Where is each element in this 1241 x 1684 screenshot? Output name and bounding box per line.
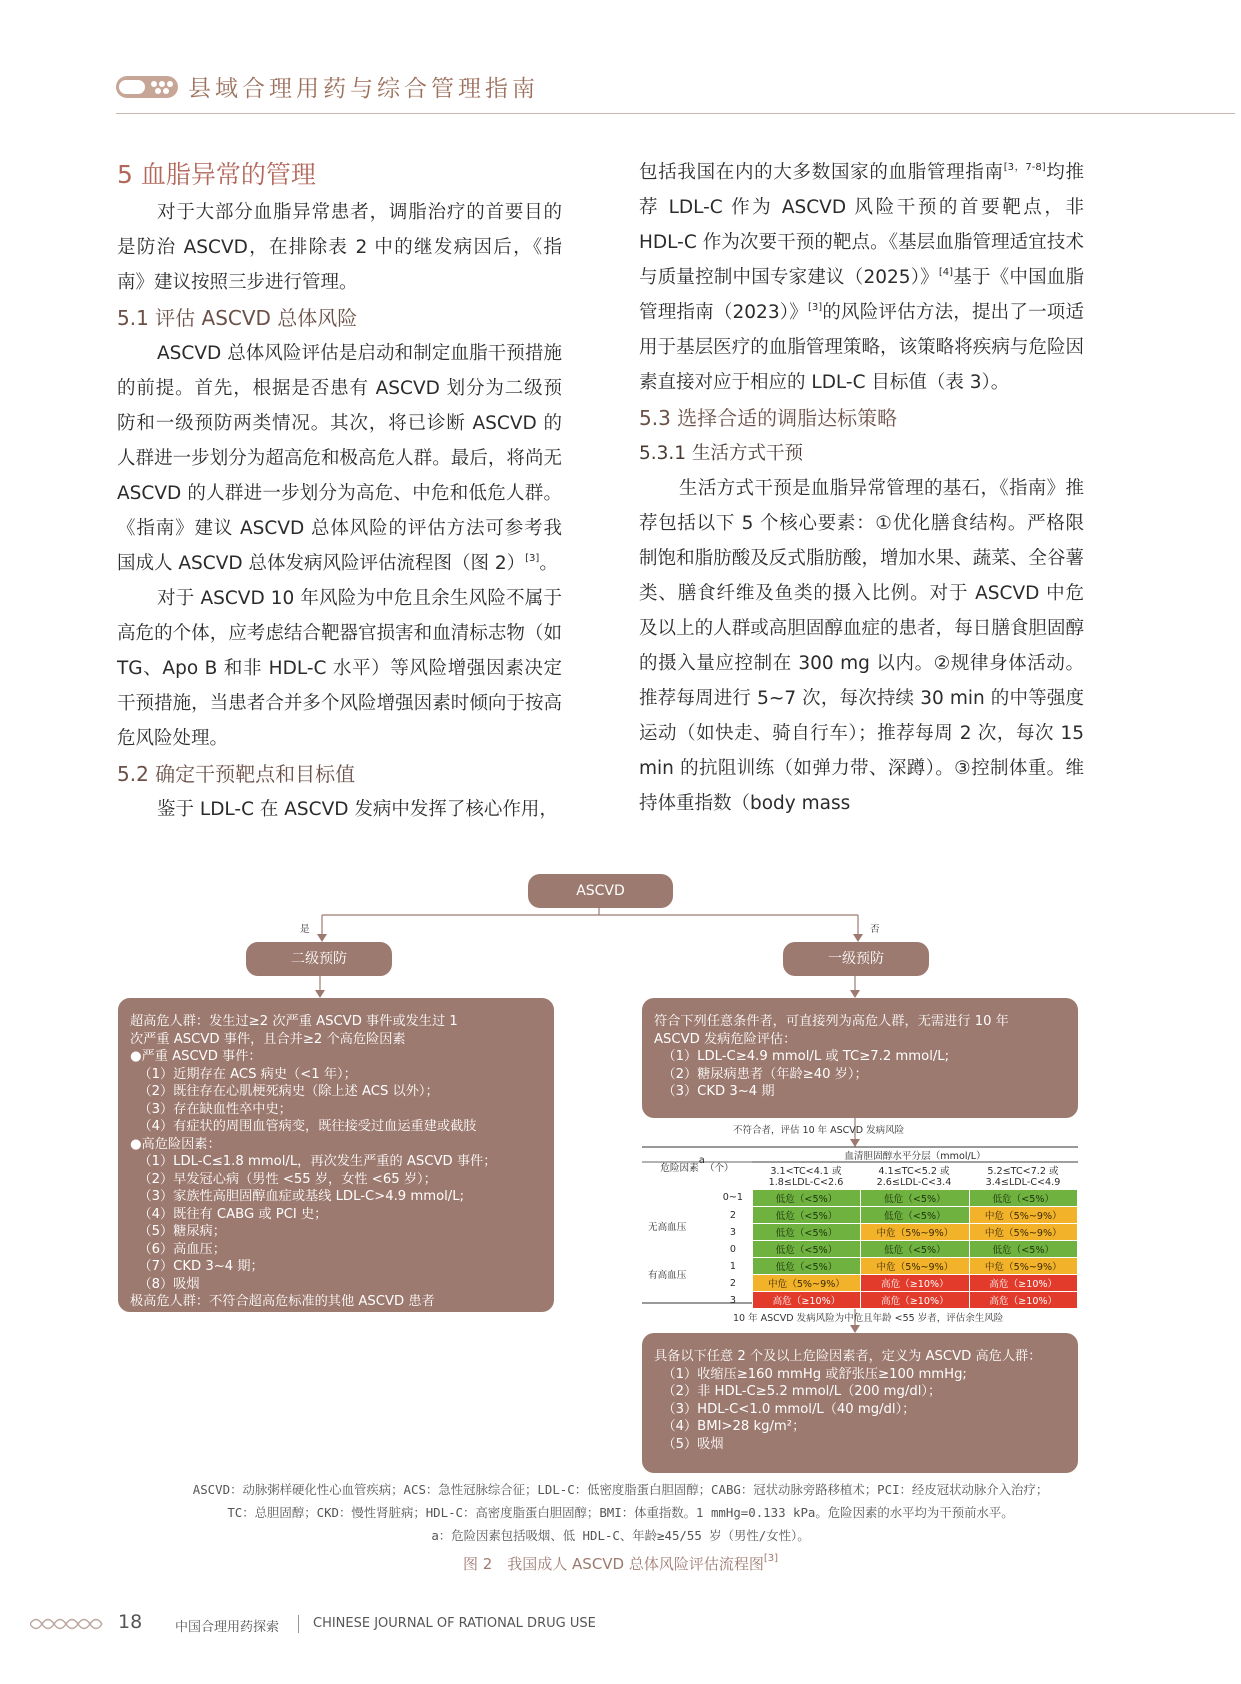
- table-group-no-hypertension: 无高血压: [648, 1222, 687, 1233]
- table-header-strata: 血清胆固醇水平分层（mmol/L）: [844, 1151, 986, 1162]
- risk-row: [714, 1292, 1078, 1309]
- subsection-5-3-1-title: 5.3.1 生活方式干预: [639, 443, 803, 464]
- risk-row: [714, 1224, 1078, 1241]
- risk-row: [714, 1275, 1078, 1292]
- running-header-title: 县域合理用药与综合管理指南: [188, 76, 539, 102]
- risk-row: [714, 1207, 1078, 1224]
- table-col1-header: 3.1<TC<4.1 或 1.8≤LDL-C<2.6: [768, 1166, 844, 1188]
- intro-paragraph: 对于大部分血脂异常患者，调脂治疗的首要目的是防治 ASCVD，在排除表 2 中的继发病因后，《指南》建议按照三步进行管理。: [117, 202, 562, 293]
- risk-cell: 低危（<5%）: [969, 1190, 1077, 1207]
- box-secondary-text: 超高危人群：发生过≥2 次严重 ASCVD 事件或发生过 1 次严重 ASCVD 事件，且合并≥2 个高危险因素 ●严重 ASCVD 事件： （1）近期存在 ACS 病史（<1 年）； （2）既往存在心肌梗死病史（除上述 ACS 以外）； （3）存在缺血性卒中史； （4）有症状的周围血管病变，既往接受过血运重建或截肢 ●高危险因素： （1）LDL-C≤1.8 mmol/L，再次发生严重的 ASCVD 事件； （2）早发冠心病（男性 <55 岁，女性 <65 岁）； （3）家族性高胆固醇血症或基线 LDL-C>4.9 mmol/L; （4）既往有 CABG 或 PCI 史； （5）糖尿病； （6）高血压； （7）CKD 3~4 期； （8）吸烟 极高危人群：不符合超高危标准的其他 ASCVD 患者: [130, 1014, 497, 1309]
- risk-cell: 高危（≥10%）: [861, 1275, 969, 1292]
- risk-cell: 低危（<5%）: [752, 1241, 860, 1258]
- paragraph-5-2: 鉴于 LDL-C 在 ASCVD 发病中发挥了核心作用，: [157, 799, 558, 820]
- table-col3-header: 5.2≤TC<7.2 或 3.4≤LDL-C<4.9: [985, 1166, 1061, 1188]
- caption-footnote-a: a：危险因素包括吸烟、低 HDL-C、年龄≥45/55 岁（男性/女性）。: [431, 1528, 810, 1543]
- risk-cell: 低危（<5%）: [861, 1241, 969, 1258]
- risk-cell: 中危（5%~9%）: [861, 1224, 969, 1241]
- risk-cell: 中危（5%~9%）: [861, 1258, 969, 1275]
- risk-row: [714, 1190, 1078, 1207]
- risk-cell: 低危（<5%）: [752, 1207, 860, 1224]
- table-group-hypertension: 有高血压: [648, 1270, 687, 1281]
- risk-grid: [714, 1189, 1078, 1309]
- flow-node-secondary-prevention: 二级预防: [246, 942, 392, 976]
- subsection-5-3-title: 5.3 选择合适的调脂达标策略: [639, 406, 898, 430]
- footer-wave-icon: [30, 1615, 104, 1633]
- risk-factor-count: 1: [714, 1258, 752, 1275]
- risk-cell: 高危（≥10%）: [969, 1275, 1077, 1292]
- risk-factor-count: 0~1: [714, 1190, 752, 1207]
- citation: [3]: [525, 553, 540, 564]
- section-title: 5 血脂异常的管理: [117, 160, 316, 189]
- figure-title: 图 2 我国成人 ASCVD 总体风险评估流程图[3]: [462, 1553, 779, 1573]
- box-secondary-criteria: [118, 998, 554, 1312]
- risk-cell: 中危（5%~9%）: [752, 1275, 860, 1292]
- risk-factor-count: 3: [714, 1224, 752, 1241]
- risk-cell: 低危（<5%）: [752, 1190, 860, 1207]
- risk-cell: 高危（≥10%）: [861, 1292, 969, 1309]
- label-assess-10y: 不符合者，评估 10 年 ASCVD 发病风险: [733, 1125, 905, 1136]
- risk-cell: 中危（5%~9%）: [969, 1207, 1077, 1224]
- citation: [3，7-8]: [1003, 162, 1046, 173]
- footer-journal-cn: 中国合理用药探索: [175, 1620, 280, 1635]
- page-number: 18: [118, 1611, 143, 1633]
- caption-abbrev-1: ASCVD：动脉粥样硬化性心血管疾病；ACS：急性冠脉综合征；LDL-C：低密度脂蛋白胆固醇；CABG：冠状动脉旁路移植术；PCI：经皮冠状动脉介入治疗；: [192, 1482, 1049, 1497]
- caption-abbrev-2: TC：总胆固醇；CKD：慢性肾脏病；HDL-C：高密度脂蛋白胆固醇；BMI：体重指数。1 mmHg=0.133 kPa。危险因素的水平均为干预前水平。: [227, 1505, 1014, 1520]
- footer-divider: [298, 1615, 299, 1633]
- subsection-5-2-title: 5.2 确定干预靶点和目标值: [117, 762, 356, 786]
- paragraph-5-2-cont: 包括我国在内的大多数国家的血脂管理指南[3，7-8]均推荐 LDL-C 作为 ASCVD 风险干预的首要靶点，非 HDL-C 作为次要干预的靶点。《基层血脂管理适宜技术与质量控制中国专家建议（2025）》[4]基于《中国血脂管理指南（2023）》[3]的风险评估方法，提出了一项适用于基层医疗的血脂管理策略，该策略将疾病与危险因素直接对应于相应的 LDL-C 目标值（表 3）。: [639, 162, 1084, 393]
- box-high-risk-text: 具备以下任意 2 个及以上危险因素者，定义为 ASCVD 高危人群： （1）收缩压≥160 mmHg 或舒张压≥100 mmHg; （2）非 HDL-C≥5.2 mmol/L（200 mg/dl）； （3）HDL-C<1.0 mmol/L（40 mg/dl）； （4）BMI>28 kg/m²； （5）吸烟: [654, 1349, 1042, 1452]
- paragraph-5-1-a: ASCVD 总体风险评估是启动和制定血脂干预措施的前提。首先，根据是否患有 ASCVD 划分为二级预防和一级预防两类情况。其次，将已诊断 ASCVD 的人群进一步划分为超高危和极高危人群。最后，将尚无 ASCVD 的人群进一步划分为高危、中危和低危人群。《指南》建议 ASCVD 总体风险的评估方法可参考我国成人 ASCVD 总体发病风险评估流程图（图 2）[3]。: [117, 343, 562, 574]
- risk-cell: 高危（≥10%）: [752, 1292, 860, 1309]
- risk-cell: 低危（<5%）: [861, 1190, 969, 1207]
- flow-node-primary-prevention: 一级预防: [783, 942, 929, 976]
- risk-row: [714, 1258, 1078, 1275]
- risk-factor-count: 3: [714, 1292, 752, 1309]
- risk-factor-count: 2: [714, 1275, 752, 1292]
- table-col2-header: 4.1≤TC<5.2 或 2.6≤LDL-C<3.4: [876, 1166, 952, 1188]
- risk-cell: 中危（5%~9%）: [969, 1258, 1077, 1275]
- footer-journal-en: CHINESE JOURNAL OF RATIONAL DRUG USE: [313, 1616, 596, 1631]
- risk-row: [714, 1241, 1078, 1258]
- risk-cell: 低危（<5%）: [969, 1241, 1077, 1258]
- risk-cell: 高危（≥10%）: [969, 1292, 1077, 1309]
- risk-cell: 低危（<5%）: [861, 1207, 969, 1224]
- risk-cell: 低危（<5%）: [752, 1258, 860, 1275]
- risk-cell: 中危（5%~9%）: [969, 1224, 1077, 1241]
- risk-factor-count: 0: [714, 1241, 752, 1258]
- risk-factor-count: 2: [714, 1207, 752, 1224]
- subsection-5-1-title: 5.1 评估 ASCVD 总体风险: [117, 306, 358, 330]
- branch-label-no: 否: [870, 924, 880, 935]
- risk-cell: 低危（<5%）: [752, 1224, 860, 1241]
- paragraph-5-1-b: 对于 ASCVD 10 年风险为中危且余生风险不属于高危的个体，应考虑结合靶器官损害和血清标志物（如 TG、Apo B 和非 HDL-C 水平）等风险增强因素决定干预措施，当患者合并多个风险增强因素时倾向于按高危风险处理。: [117, 588, 562, 749]
- paragraph-lifestyle: 生活方式干预是血脂异常管理的基石，《指南》推荐包括以下 5 个核心要素：①优化膳食结构。严格限制饱和脂肪酸及反式脂肪酸，增加水果、蔬菜、全谷薯类、膳食纤维及鱼类的摄入比例。对于 ASCVD 中危及以上的人群或高胆固醇血症的患者，每日膳食胆固醇的摄入量应控制在 300 mg 以内。②规律身体活动。推荐每周进行 5~7 次，每次持续 30 min 的中等强度运动（如快走、骑自行车）；推荐每周 2 次，每次 15 min 的抗阻训练（如弹力带、深蹲）。③控制体重。维持体重指数（body mass: [639, 478, 1084, 814]
- flow-node-ascvd: ASCVD: [528, 874, 673, 908]
- box-high-risk-factors: [642, 1333, 1078, 1473]
- citation: [3]: [807, 302, 823, 313]
- citation: [4]: [938, 267, 954, 278]
- label-lifetime-risk: 10 年 ASCVD 发病风险为中危且年龄 <55 岁者，评估余生风险: [733, 1313, 1004, 1324]
- box-primary-text: 符合下列任意条件者，可直接列为高危人群，无需进行 10 年 ASCVD 发病危险评估： （1）LDL-C≥4.9 mmol/L 或 TC≥7.2 mmol/L; （2）糖尿病患者（年龄≥40 岁）； （3）CKD 3~4 期: [654, 1014, 1009, 1099]
- branch-label-yes: 是: [300, 924, 310, 935]
- table-header-risk-factors: 危险因素$^a$（个）: [660, 1155, 734, 1174]
- box-primary-direct-high: [642, 998, 1078, 1118]
